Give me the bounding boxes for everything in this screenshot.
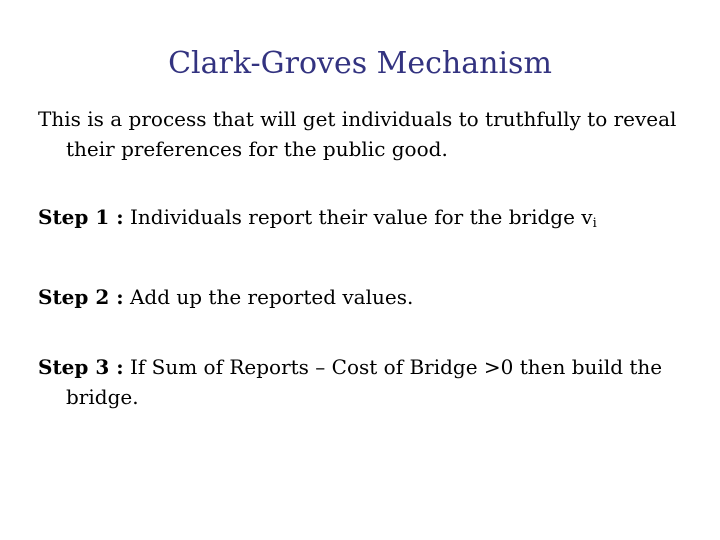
step-2-label: Step 2 : xyxy=(38,285,124,309)
step-2-text: Add up the reported values. xyxy=(129,285,414,309)
intro-paragraph: This is a process that will get individuals to truthfully to reveal their preferences for the public good. xyxy=(38,107,677,161)
slide-title: Clark-Groves Mechanism xyxy=(168,46,552,81)
step-1-subscript: i xyxy=(592,216,597,231)
step-1 xyxy=(38,202,720,232)
step-3-text: If Sum of Reports – Cost of Bridge >0 then build the bridge. xyxy=(66,355,663,409)
step-1-label: Step 1 : xyxy=(38,205,124,229)
step-3-label: Step 3 : xyxy=(38,355,124,379)
step-1-text: Individuals report their value for the bridge v xyxy=(129,205,593,229)
step-3 xyxy=(38,352,720,412)
step-2 xyxy=(38,282,720,312)
